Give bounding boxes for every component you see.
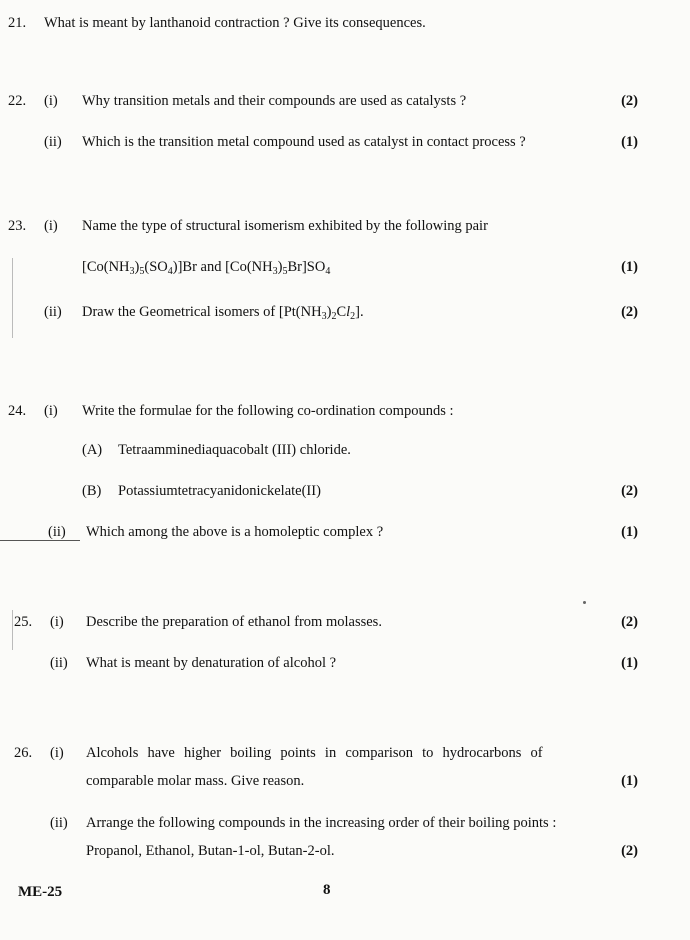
- part-text: What is meant by denaturation of alcohol ?: [86, 655, 337, 671]
- subpart-text: Potassiumtetracyanidonickelate(II): [118, 483, 321, 499]
- part-text: Propanol, Ethanol, Butan-1-ol, Butan-2-ol.: [86, 843, 335, 859]
- question-number: 22.: [8, 93, 27, 109]
- subpart-label: (B): [82, 483, 102, 499]
- marks: (2): [621, 843, 638, 859]
- part-text: comparable molar mass. Give reason.: [86, 773, 305, 789]
- part-label: (ii): [44, 134, 62, 150]
- part-label: (i): [50, 745, 64, 761]
- marks: (2): [621, 483, 638, 499]
- marks: (1): [621, 134, 638, 150]
- part-text: Which among the above is a homoleptic complex ?: [86, 524, 384, 540]
- part-label: (i): [44, 93, 58, 109]
- subpart-label: (A): [82, 442, 103, 458]
- marks: (1): [621, 773, 638, 789]
- part-text: Which is the transition metal compound used as catalyst in contact process ?: [82, 134, 526, 150]
- part-text: Alcohols have higher boiling points in comparison to hydrocarbons of: [86, 745, 543, 761]
- part-label: (i): [44, 403, 58, 419]
- question-text: What is meant by lanthanoid contraction ? Give its consequences.: [44, 15, 426, 31]
- question-number: 23.: [8, 218, 27, 234]
- part-text: Arrange the following compounds in the increasing order of their boiling points :: [86, 815, 557, 831]
- part-text: Why transition metals and their compounds are used as catalysts ?: [82, 93, 467, 109]
- question-number: 24.: [8, 403, 27, 419]
- marks: (2): [621, 304, 638, 320]
- chemical-formula-pair: $[Co(NH_3)_5(SO_4)]Br$ and $[Co(NH_3)_5Br]SO_4$: [82, 259, 331, 277]
- marks: (2): [621, 93, 638, 109]
- question-number: 21.: [8, 15, 27, 31]
- part-text: Name the type of structural isomerism exhibited by the following pair: [82, 218, 488, 234]
- part-label: (i): [44, 218, 58, 234]
- scan-speck: [583, 601, 586, 604]
- marks: (1): [621, 655, 638, 671]
- margin-pen-stroke: [0, 540, 80, 541]
- marks: (2): [621, 614, 638, 630]
- page-number: 8: [323, 882, 331, 898]
- marks: (1): [621, 259, 638, 275]
- part-label: (ii): [50, 655, 68, 671]
- part-label: (ii): [44, 304, 62, 320]
- part-label: (i): [50, 614, 64, 630]
- margin-scan-line: [12, 258, 13, 338]
- question-number: 26.: [14, 745, 33, 761]
- part-text: Write the formulae for the following co-ordination compounds :: [82, 403, 454, 419]
- question-number: 25.: [14, 614, 33, 630]
- part-label: (ii): [50, 815, 68, 831]
- part-label: (ii): [48, 524, 66, 540]
- part-text: Describe the preparation of ethanol from molasses.: [86, 614, 382, 630]
- subpart-text: Tetraamminediaquacobalt (III) chloride.: [118, 442, 351, 458]
- margin-scan-line: [12, 610, 13, 650]
- marks: (1): [621, 524, 638, 540]
- part-text: Draw the Geometrical isomers of $[Pt(NH_3)_2Cl_2]$.: [82, 304, 364, 322]
- paper-code: ME-25: [18, 884, 63, 900]
